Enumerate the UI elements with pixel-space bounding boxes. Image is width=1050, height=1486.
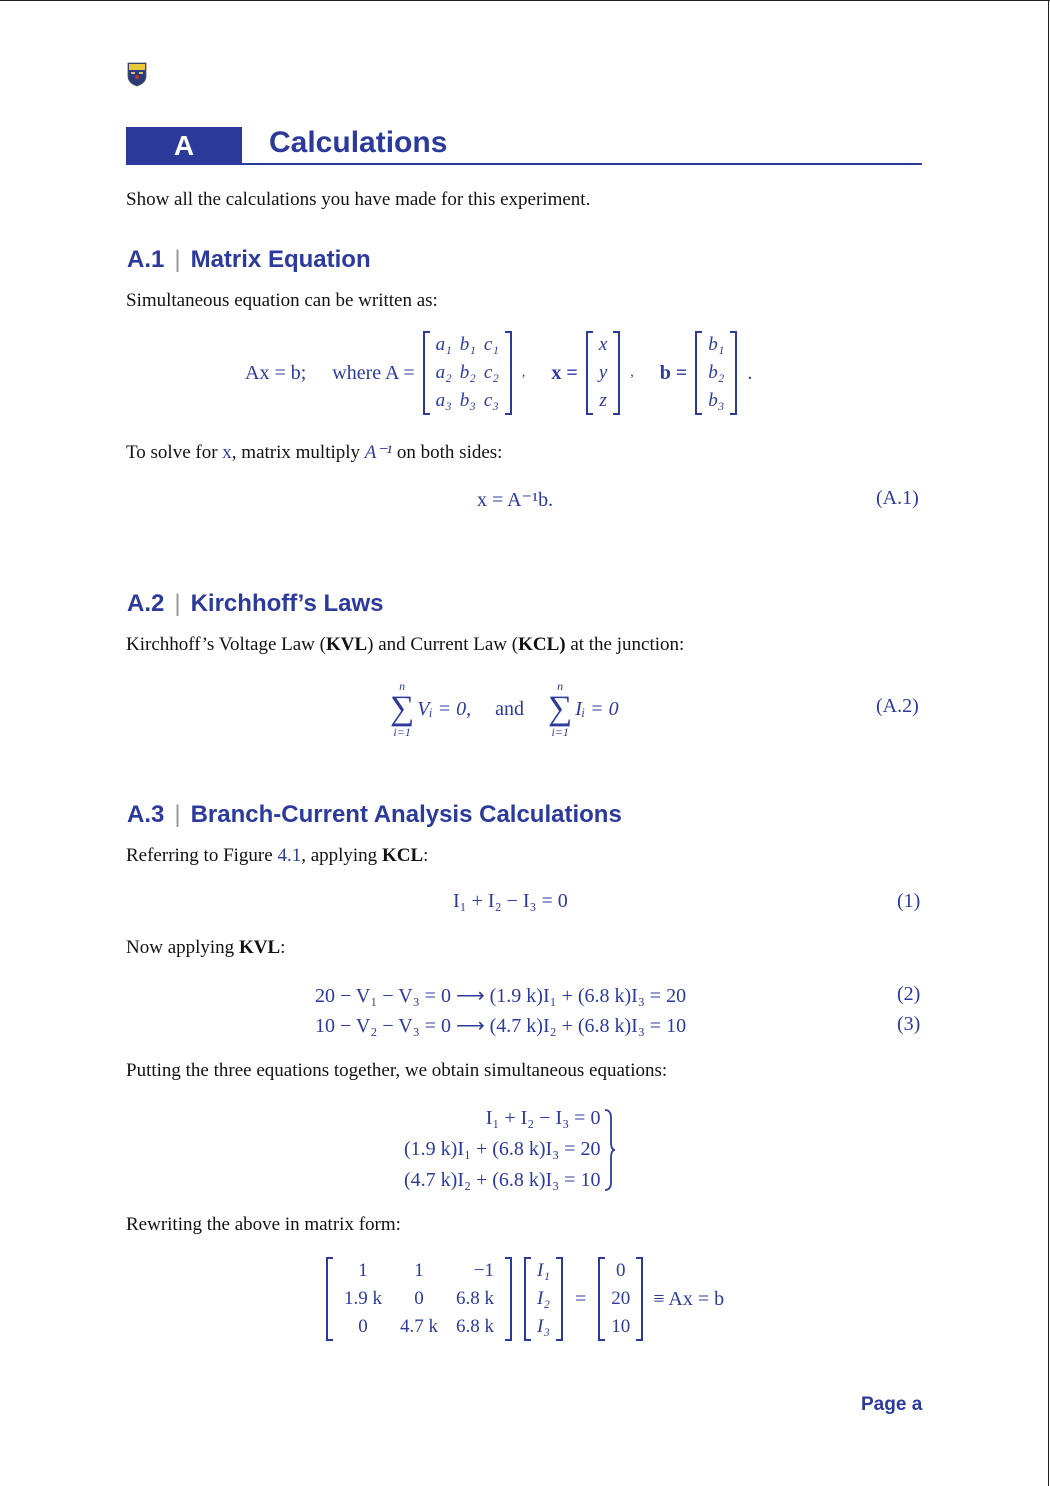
page-number: Page a xyxy=(861,1394,923,1415)
chapter-letter: A xyxy=(173,130,195,161)
vector-x xyxy=(586,331,620,415)
b-label: b = xyxy=(659,361,688,384)
kvl-abbr: KVL xyxy=(238,937,281,958)
sum-lower-limit: i=1 xyxy=(551,725,569,739)
inverse-matrix: A⁻¹ xyxy=(364,442,393,463)
kcl-abbr: KCL) xyxy=(518,634,566,655)
matrix-equation: Ax = b; where A = a₁ b₁ c₁ a₂ b₂ c₂ a₃ b₃ c₃ , x = x y z , b = b₁ b₂ b₃ . xyxy=(245,333,752,413)
section-divider: | xyxy=(174,246,181,273)
matrix-cell: z xyxy=(599,390,607,411)
ref-text: : xyxy=(423,845,429,866)
chapter-rule xyxy=(242,163,922,165)
matrix-form-text: Rewriting the above in matrix form: xyxy=(126,1214,401,1235)
kcl-equation-text: I₁ + I₂ − I₃ = 0 xyxy=(453,890,568,912)
chapter-letter-box xyxy=(126,127,242,165)
matrix-cell: 6.8 k xyxy=(456,1316,494,1337)
university-crest-icon xyxy=(127,62,147,87)
sum-upper-limit: n xyxy=(557,679,564,693)
equation-lhs: Ax = b; xyxy=(245,361,307,384)
summation-kcl xyxy=(548,680,572,738)
system-equation: (4.7 k)I₂ + (6.8 k)I₃ = 10 xyxy=(404,1169,601,1191)
section-title: Matrix Equation xyxy=(190,246,371,273)
matrix-cell: b₁ xyxy=(459,334,476,355)
matrix-cell: b₁ xyxy=(708,334,725,355)
matrix-cell: 1.9 k xyxy=(344,1288,382,1309)
matrix-cell: 4.7 k xyxy=(400,1316,438,1337)
section-title: Branch-Current Analysis Calculations xyxy=(190,801,622,828)
where-label: where A = xyxy=(332,361,415,384)
intro-text: ) and Current Law ( xyxy=(367,634,519,655)
matrix-cell: c₁ xyxy=(483,334,499,355)
simultaneous-system xyxy=(404,1103,616,1196)
kvl-intro xyxy=(126,937,285,959)
section-heading-a1 xyxy=(127,246,371,274)
matrix-cell: 10 xyxy=(611,1316,631,1337)
matrix-cell: 0 xyxy=(615,1260,626,1281)
matrix-cell: 1 xyxy=(358,1260,368,1281)
figure-link[interactable]: 4.1 xyxy=(277,845,302,866)
intro-text: at the junction: xyxy=(565,634,685,655)
matrix-cell: 0 xyxy=(414,1288,424,1309)
matrix-cell: x xyxy=(598,334,608,355)
sigma-icon: ∑ xyxy=(390,690,415,727)
matrix-cell: b₃ xyxy=(459,390,476,411)
matrix-cell: I₂ xyxy=(537,1288,550,1309)
matrix-cell: I₁ xyxy=(537,1260,550,1281)
section-divider: | xyxy=(174,590,181,617)
kvl-intro-text: : xyxy=(280,937,286,958)
unknowns-vector xyxy=(524,1257,563,1341)
system-equation: (1.9 k)I₁ + (6.8 k)I₃ = 20 xyxy=(404,1138,601,1160)
kirchhoff-intro xyxy=(126,634,684,656)
matrix-cell: 20 xyxy=(611,1288,631,1309)
coefficient-matrix xyxy=(326,1257,512,1341)
matrix-form-equation xyxy=(326,1257,724,1341)
page-border-right xyxy=(1048,0,1049,1486)
kvl-intro-text: Now applying xyxy=(126,937,235,958)
equation-number: (A.1) xyxy=(876,487,919,509)
matrix-a xyxy=(423,331,512,415)
section-intro: Simultaneous equation can be written as: xyxy=(126,290,438,311)
kcl-abbr: KCL xyxy=(381,845,424,866)
ref-text: Referring to Figure xyxy=(126,845,273,866)
kvl-equation-1: 20 − V₁ − V₃ = 0 ⟶ (1.9 k)I₁ + (6.8 k)I₃ = 20 xyxy=(315,985,687,1007)
equivalence-text: ≡ Ax = b xyxy=(653,1287,725,1310)
solve-variable: x xyxy=(222,442,232,463)
solve-text: on both sides: xyxy=(396,442,503,463)
system-equation: I₁ + I₂ − I₃ = 0 xyxy=(485,1107,601,1129)
kvl-term: Vᵢ = 0, xyxy=(417,697,472,720)
combine-text: Putting the three equations together, we obtain simultaneous equations: xyxy=(126,1060,668,1081)
kirchhoff-equation xyxy=(390,677,619,741)
matrix-cell: 0 xyxy=(358,1316,368,1337)
chapter-title: Calculations xyxy=(269,126,448,159)
page-border-top xyxy=(0,0,1050,1)
kvl-equation-2: 10 − V₂ − V₃ = 0 ⟶ (4.7 k)I₂ + (6.8 k)I₃ = 10 xyxy=(315,1015,687,1037)
intro-text: Kirchhoff’s Voltage Law ( xyxy=(126,634,326,655)
matrix-cell: a₁ xyxy=(435,334,452,355)
solve-text: To solve for xyxy=(126,442,218,463)
matrix-cell: y xyxy=(598,362,608,383)
matrix-cell: b₂ xyxy=(708,362,725,383)
sum-lower-limit: i=1 xyxy=(393,725,411,739)
kvl-abbr: KVL xyxy=(325,634,368,655)
equation-number: (3) xyxy=(897,1013,921,1035)
matrix-cell: −1 xyxy=(473,1260,494,1281)
matrix-cell: 6.8 k xyxy=(456,1288,494,1309)
equation-number: (2) xyxy=(897,983,921,1005)
equation-number: (A.2) xyxy=(876,695,919,717)
sigma-icon: ∑ xyxy=(548,690,573,727)
matrix-cell: I₃ xyxy=(537,1316,550,1337)
matrix-cell: c₃ xyxy=(483,390,499,411)
vector-b xyxy=(695,331,737,415)
chapter-intro: Show all the calculations you have made for this experiment. xyxy=(126,189,591,210)
matrix-cell: c₂ xyxy=(483,362,499,383)
kcl-equation xyxy=(453,890,568,913)
and-word: and xyxy=(495,697,525,720)
right-brace-icon xyxy=(604,1108,616,1192)
section-number: A.3 xyxy=(127,801,165,828)
section-number: A.2 xyxy=(127,590,165,617)
section-number: A.1 xyxy=(127,246,165,273)
summation-kvl xyxy=(390,680,414,738)
rhs-vector xyxy=(598,1257,643,1341)
matrix-cell: a₂ xyxy=(435,362,452,383)
matrix-cell: b₂ xyxy=(459,362,476,383)
matrix-cell: 1 xyxy=(414,1260,424,1281)
solution-equation: x = A⁻¹b. xyxy=(477,489,554,511)
section-heading-a3 xyxy=(127,801,622,829)
kcl-term: Iᵢ = 0 xyxy=(575,697,619,720)
solve-text: , matrix multiply xyxy=(231,442,361,463)
equation-number: (1) xyxy=(897,890,921,912)
x-label: x = xyxy=(551,361,578,384)
matrix-cell: a₃ xyxy=(435,390,452,411)
equals-sign: = xyxy=(574,1287,587,1310)
matrix-cell: b₃ xyxy=(708,390,725,411)
sum-upper-limit: n xyxy=(399,679,406,693)
solve-sentence xyxy=(126,441,502,464)
section-title: Kirchhoff’s Laws xyxy=(190,590,384,617)
section-heading-a2 xyxy=(127,590,384,618)
section-divider: | xyxy=(174,801,181,828)
figure-reference-sentence xyxy=(126,845,428,867)
ref-text: , applying xyxy=(301,845,378,866)
